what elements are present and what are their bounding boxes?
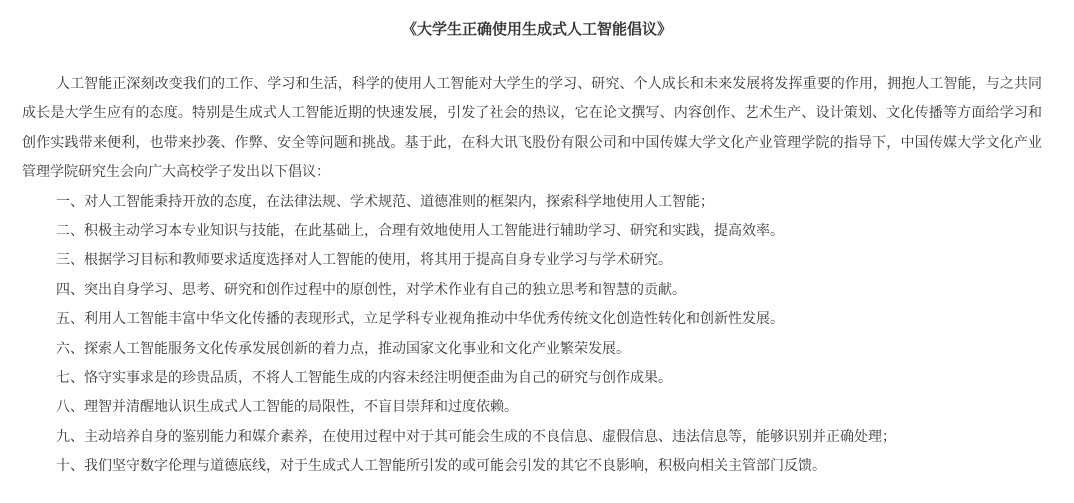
proposal-item-9: 九、主动培养自身的鉴别能力和媒介素养，在使用过程中对于其可能会生成的不良信息、虚假信息、违法信息等，能够识别并正确处理； [56,428,896,445]
proposal-item-5: 五、利用人工智能丰富中华文化传播的表现形式，立足学科专业视角推动中华优秀传统文化创造性转化和创新性发展。 [56,311,784,328]
proposal-item-10: 十、我们坚守数字伦理与道德底线，对于生成式人工智能所引发的或可能会引发的其它不良影响，积极向相关主管部门反馈。 [56,458,826,475]
proposal-list [22,188,1052,482]
proposal-item-6: 六、探索人工智能服务文化传承发展创新的着力点，推动国家文化事业和文化产业繁荣发展。 [56,340,630,357]
proposal-item-7: 七、恪守实事求是的珍贵品质，不将人工智能生成的内容未经注明便歪曲为自己的研究与创作成果。 [56,370,672,387]
proposal-item-2: 二、积极主动学习本专业知识与技能，在此基础上，合理有效地使用人工智能进行辅助学习、研究和实践，提高效率。 [56,223,784,239]
proposal-item-1: 一、对人工智能秉持开放的态度，在法律法规、学术规范、道德准则的框架内，探索科学地使用人工智能； [56,193,714,210]
intro-paragraph: 人工智能正深刻改变我们的工作、学习和生活，科学的使用人工智能对大学生的学习、研究、个人成长和未来发展将发挥重要的作用，拥抱人工智能，与之共同成长是大学生应有的态度。特别是生成式人工智能近期的快速发展，引发了社会的热议，它在论文撰写、内容创作、艺术生产、设计策划、文化传播等方面给学习和创作实践带来便利，也带来抄袭、作弊、安全等问题和挑战。基于此，在科大讯飞股份有限公司和中国传媒大学文化产业管理学院的指导下，中国传媒大学文化产业管理学院研究生会向广大高校学子发出以下倡议： [22,76,1042,181]
proposal-item-4: 四、突出自身学习、思考、研究和创作过程中的原创性，对学术作业有自己的独立思考和智慧的贡献。 [56,281,686,298]
proposal-item-8: 八、理智并清醒地认识生成式人工智能的局限性，不盲目崇拜和过度依赖。 [56,399,518,416]
proposal-item-3: 三、根据学习目标和教师要求适度选择对人工智能的使用，将其用于提高自身专业学习与学术研究。 [56,252,672,269]
article-title: 《大学生正确使用生成式人工智能倡议》 [401,20,672,38]
